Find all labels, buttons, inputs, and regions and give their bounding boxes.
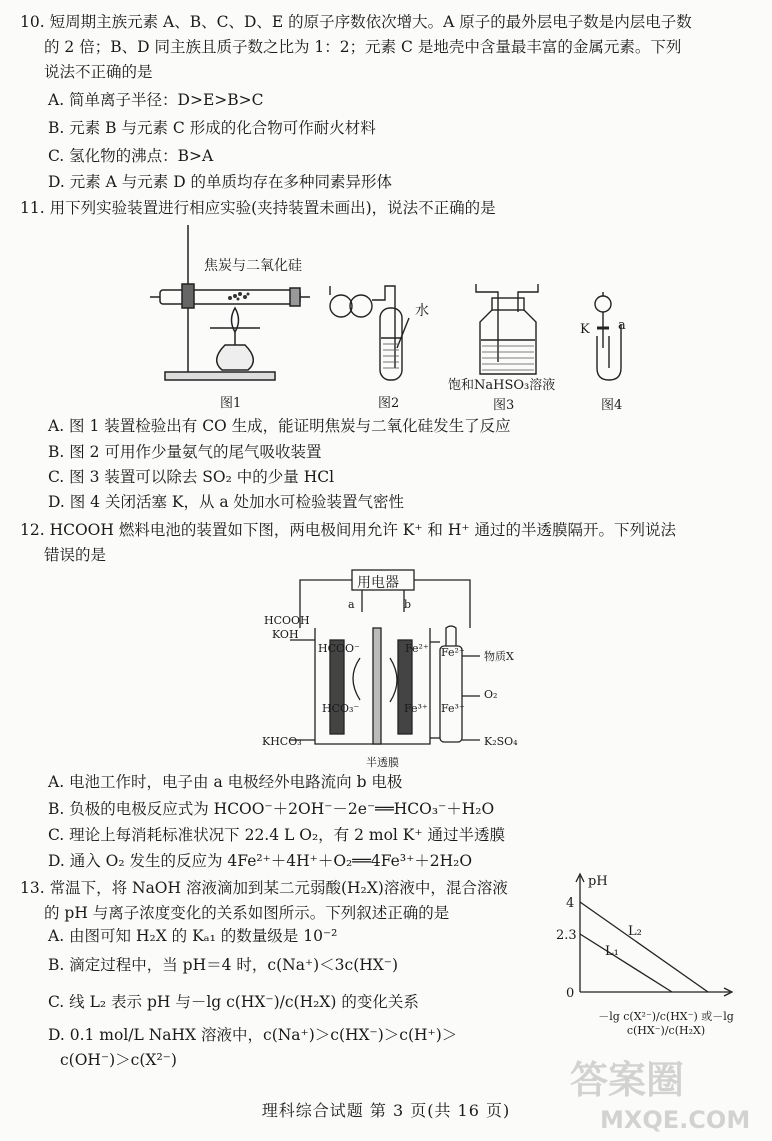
fig1-label: 焦炭与二氧化硅 bbox=[204, 258, 302, 274]
q13-option-d-line1: D. 0.1 mol/L NaHX 溶液中，c(Na⁺)＞c(HX⁻)＞c(H⁺)＞ bbox=[48, 1026, 458, 1044]
svg-text:答案圈: 答案圈 bbox=[570, 1058, 685, 1102]
q10-option-c: C. 氢化物的沸点：B>A bbox=[48, 147, 214, 165]
q13-option-b: B. 滴定过程中，当 pH＝4 时，c(Na⁺)＜3c(HX⁻) bbox=[48, 956, 399, 974]
q10-stem-line2: 的 2 倍；B、D 同主族且质子数之比为 1：2；元素 C 是地壳中含量最丰富的金属元素。下列 bbox=[44, 38, 682, 56]
q10-option-d: D. 元素 A 与元素 D 的单质均存在多种同素异形体 bbox=[48, 173, 393, 191]
q11-option-c: C. 图 3 装置可以除去 SO₂ 中的少量 HCl bbox=[48, 468, 335, 486]
graph-tick-2-3: 2.3 bbox=[556, 928, 577, 943]
svg-text:MXQE.COM: MXQE.COM bbox=[600, 1106, 751, 1134]
page-footer: 理科综合试题 第 3 页(共 16 页) bbox=[261, 1101, 511, 1120]
q11-option-b: B. 图 2 可用作少量氨气的尾气吸收装置 bbox=[48, 443, 322, 461]
inlet-hcooh: HCOOH bbox=[264, 614, 310, 627]
q10-stem-line1: 10. 短周期主族元素 A、B、C、D、E 的原子序数依次增大。A 原子的最外层电子数是内层电子数 bbox=[20, 13, 692, 31]
q13-option-c: C. 线 L₂ 表示 pH 与－lg c(HX⁻)/c(H₂X) 的变化关系 bbox=[48, 993, 419, 1011]
fig3-caption: 图3 bbox=[493, 398, 515, 413]
q13-stem-line1: 13. 常温下，将 NaOH 溶液滴加到某二元弱酸(H₂X)溶液中，混合溶液 bbox=[20, 879, 508, 897]
fig2-water-label: 水 bbox=[415, 303, 429, 319]
q11-figure2 bbox=[325, 278, 425, 388]
q11-figure1 bbox=[150, 220, 320, 390]
inlet-koh: KOH bbox=[272, 628, 299, 641]
electrode-a-label: a bbox=[348, 598, 355, 611]
q11-figure3 bbox=[468, 282, 548, 377]
q12-stem-line1: 12. HCOOH 燃料电池的装置如下图，两电极间用允许 K⁺ 和 H⁺ 通过的半透膜隔开。下列说法 bbox=[20, 521, 676, 539]
o2-label: O₂ bbox=[484, 688, 498, 701]
watermark-logo bbox=[560, 1048, 760, 1138]
outlet-khco3: KHCO₃ bbox=[262, 735, 302, 748]
q10-option-a: A. 简单离子半径：D>E>B>C bbox=[48, 91, 264, 109]
q12-stem-line2: 错误的是 bbox=[44, 546, 107, 564]
ion-hco3: HCO₃⁻ bbox=[322, 702, 360, 715]
q11-figure4 bbox=[585, 288, 645, 388]
q12-option-c: C. 理论上每消耗标准状况下 22.4 L O₂，有 2 mol K⁺ 通过半透膜 bbox=[48, 826, 505, 844]
graph-line-l1: L₁ bbox=[605, 944, 619, 959]
fig4-a-label: a bbox=[618, 318, 626, 333]
fig3-solution-label: 饱和NaHSO₃溶液 bbox=[448, 378, 556, 393]
graph-line-l2: L₂ bbox=[628, 924, 642, 939]
fig4-caption: 图4 bbox=[601, 398, 623, 413]
q13-stem-line2: 的 pH 与离子浓度变化的关系如图所示。下列叙述正确的是 bbox=[44, 904, 450, 922]
q13-option-a: A. 由图可知 H₂X 的 Kₐ₁ 的数量级是 10⁻² bbox=[48, 927, 338, 945]
fig1-caption: 图1 bbox=[220, 396, 242, 411]
q10-option-b: B. 元素 B 与元素 C 形成的化合物可作耐火材料 bbox=[48, 119, 376, 137]
ion-hcoo: HCOO⁻ bbox=[318, 642, 360, 655]
q13-option-d-line2: c(OH⁻)＞c(X²⁻) bbox=[60, 1051, 177, 1069]
q11-stem: 11. 用下列实验装置进行相应实验(夹持装置未画出)，说法不正确的是 bbox=[20, 199, 496, 217]
substance-x-label: 物质X bbox=[484, 650, 514, 663]
graph-y-label: pH bbox=[588, 874, 608, 889]
fig4-k-label: K bbox=[580, 322, 590, 337]
membrane-label: 半透膜 bbox=[366, 756, 399, 769]
q10-stem-line3: 说法不正确的是 bbox=[44, 63, 153, 81]
q11-option-d: D. 图 4 关闭活塞 K，从 a 处加水可检验装置气密性 bbox=[48, 493, 405, 511]
graph-x-label: －lg c(X²⁻)/c(HX⁻) 或－lg c(HX⁻)/c(H₂X) bbox=[598, 1010, 734, 1037]
device-label: 用电器 bbox=[357, 575, 399, 591]
q11-option-a: A. 图 1 装置检验出有 CO 生成，能证明焦炭与二氧化硅发生了反应 bbox=[48, 417, 511, 435]
q12-option-d: D. 通入 O₂ 发生的反应为 4Fe²⁺＋4H⁺＋O₂══4Fe³⁺＋2H₂O bbox=[48, 852, 473, 870]
electrode-b-label: b bbox=[404, 598, 412, 611]
q13-ph-graph bbox=[560, 872, 740, 1012]
q12-option-a: A. 电池工作时，电子由 a 电极经外电路流向 b 电极 bbox=[48, 773, 403, 791]
graph-tick-4: 4 bbox=[566, 896, 575, 911]
fig2-caption: 图2 bbox=[378, 396, 400, 411]
ion-fe2-tower: Fe²⁺ bbox=[441, 646, 465, 659]
graph-tick-0: 0 bbox=[566, 986, 575, 1001]
ion-fe3-cell: Fe³⁺ bbox=[404, 702, 428, 715]
ion-fe3-tower: Fe³⁺ bbox=[441, 702, 465, 715]
outlet-k2so4: K₂SO₄ bbox=[484, 735, 518, 748]
q12-option-b: B. 负极的电极反应式为 HCOO⁻＋2OH⁻－2e⁻══HCO₃⁻＋H₂O bbox=[48, 800, 495, 818]
ion-fe2-cell: Fe²⁺ bbox=[405, 642, 429, 655]
